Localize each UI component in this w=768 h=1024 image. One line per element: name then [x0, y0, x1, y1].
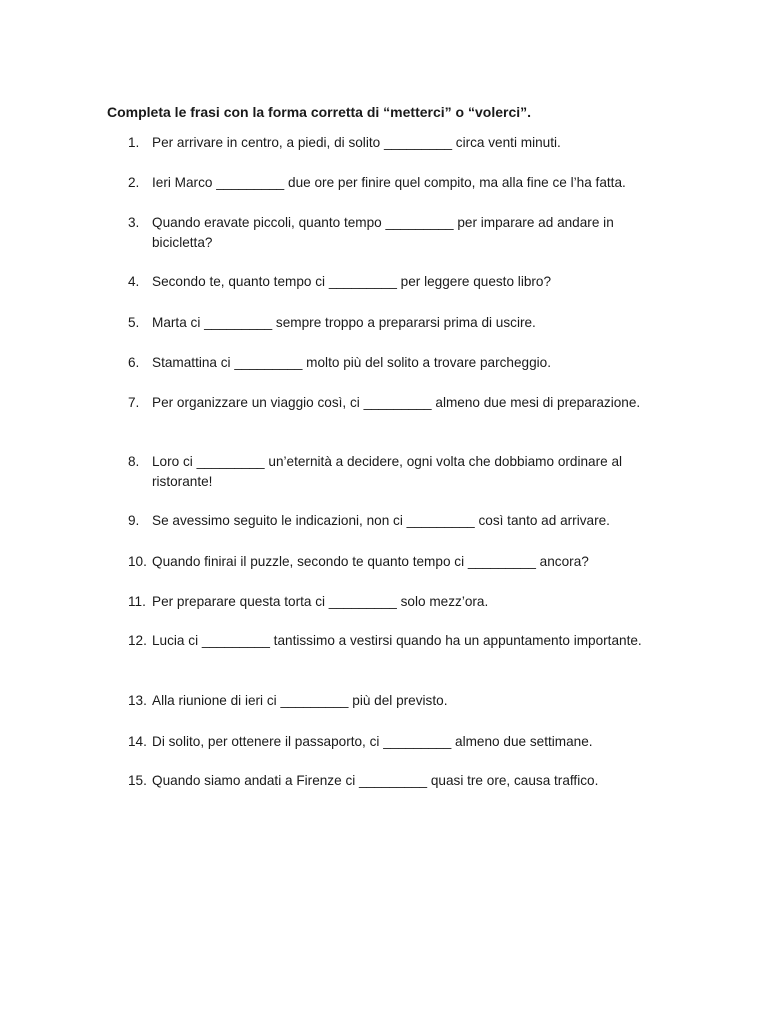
exercise-item-13 [128, 691, 668, 711]
exercise-number: 12. [128, 633, 147, 648]
exercise-sentence: Quando siamo andati a Firenze ci _________ quasi tre ore, causa traffico. [152, 773, 599, 788]
exercise-item-15 [128, 771, 668, 791]
exercise-number: 6. [128, 355, 140, 370]
exercise-sentence: Secondo te, quanto tempo ci _________ per leggere questo libro? [152, 274, 552, 289]
exercise-sentence: Quando finirai il puzzle, secondo te quanto tempo ci _________ ancora? [152, 554, 589, 569]
exercise-item-3 [128, 213, 668, 252]
exercise-number: 4. [128, 274, 140, 289]
exercise-item-12 [128, 631, 668, 651]
exercise-item-8 [128, 452, 668, 491]
exercise-item-6 [128, 353, 668, 373]
exercise-item-9 [128, 511, 668, 531]
exercise-item-14 [128, 732, 668, 752]
exercise-item-10 [128, 552, 668, 572]
exercise-number: 3. [128, 215, 140, 230]
exercise-item-5 [128, 313, 668, 333]
exercise-number: 5. [128, 315, 140, 330]
exercise-sentence: Di solito, per ottenere il passaporto, ci _________ almeno due settimane. [152, 734, 593, 749]
exercise-number: 9. [128, 513, 140, 528]
exercise-number: 11. [128, 594, 146, 609]
exercise-number: 7. [128, 395, 140, 410]
exercise-number: 2. [128, 175, 140, 190]
exercise-number: 1. [128, 135, 140, 150]
exercise-item-7 [128, 393, 668, 413]
exercise-number: 14. [128, 734, 147, 749]
exercise-number: 15. [128, 773, 147, 788]
exercise-number: 8. [128, 454, 140, 469]
exercise-item-1 [128, 133, 668, 153]
exercise-number: 10. [128, 554, 147, 569]
worksheet-title: Completa le frasi con la forma corretta di “metterci” o “volerci”. [107, 104, 532, 120]
exercise-sentence: Loro ci _________ un’eternità a decidere, ogni volta che dobbiamo ordinare al ristorante! [152, 454, 623, 489]
exercise-sentence: Per arrivare in centro, a piedi, di solito _________ circa venti minuti. [152, 135, 561, 150]
exercise-sentence: Per preparare questa torta ci _________ solo mezz’ora. [152, 594, 489, 609]
exercise-sentence: Lucia ci _________ tantissimo a vestirsi quando ha un appuntamento importante. [152, 633, 642, 648]
exercise-sentence: Alla riunione di ieri ci _________ più del previsto. [152, 693, 448, 708]
exercise-sentence: Ieri Marco _________ due ore per finire quel compito, ma alla fine ce l’ha fatta. [152, 175, 626, 190]
exercise-sentence: Marta ci _________ sempre troppo a prepararsi prima di uscire. [152, 315, 536, 330]
exercise-sentence: Quando eravate piccoli, quanto tempo _________ per imparare ad andare in bicicletta? [152, 215, 614, 250]
exercise-item-4 [128, 272, 668, 292]
exercise-sentence: Se avessimo seguito le indicazioni, non ci _________ così tanto ad arrivare. [152, 513, 610, 528]
exercise-sentence: Per organizzare un viaggio così, ci _________ almeno due mesi di preparazione. [152, 395, 641, 410]
exercise-number: 13. [128, 693, 147, 708]
exercise-item-2 [128, 173, 668, 193]
exercise-sentence: Stamattina ci _________ molto più del solito a trovare parcheggio. [152, 355, 551, 370]
exercise-item-11 [128, 592, 668, 612]
